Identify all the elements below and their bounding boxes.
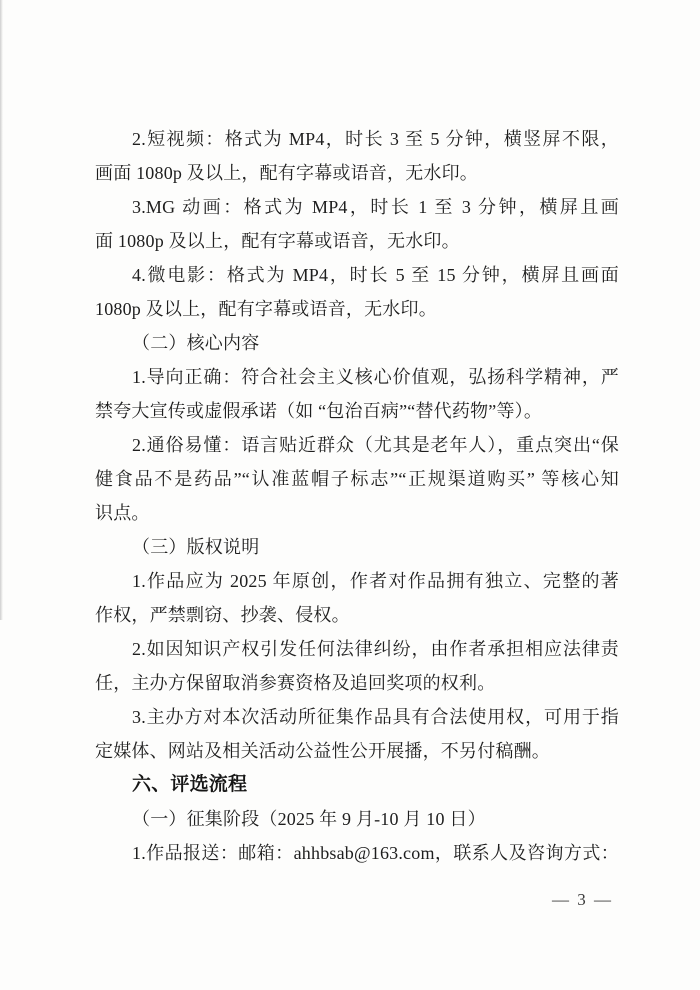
text-line: 任，主办方保留取消参赛资格及追回奖项的权利。	[95, 673, 496, 693]
text-line: 健食品不是药品”“认准蓝帽子标志”“正规渠道购买” 等核心知	[95, 469, 619, 489]
text-line: 1.导向正确：符合社会主义核心价值观，弘扬科学精神，严	[132, 367, 619, 387]
text-line: 面 1080p 及以上，配有字幕或语音，无水印。	[95, 231, 460, 251]
text-line: 作权，严禁剽窃、抄袭、侵权。	[95, 605, 350, 625]
text-line: 2.通俗易懂：语言贴近群众（尤其是老年人），重点突出“保	[132, 435, 619, 455]
text-line: 1080p 及以上，配有字幕或语音，无水印。	[95, 299, 437, 319]
text-line: 2.如因知识产权引发任何法律纠纷，由作者承担相应法律责	[132, 639, 619, 659]
text-line: 画面 1080p 及以上，配有字幕或语音，无水印。	[95, 163, 478, 183]
text-line: 1.作品应为 2025 年原创，作者对作品拥有独立、完整的著	[132, 571, 619, 591]
text-line: 定媒体、网站及相关活动公益性公开展播，不另付稿酬。	[95, 741, 550, 761]
text-line: （二）核心内容	[132, 333, 260, 353]
text-line: （三）版权说明	[132, 537, 260, 557]
document-body	[95, 122, 619, 870]
text-line: 1.作品报送：邮箱：ahhbsab@163.com，联系人及咨询方式：	[132, 843, 619, 863]
text-line: 3.MG 动画：格式为 MP4，时长 1 至 3 分钟，横屏且画	[132, 197, 619, 217]
text-line: （一）征集阶段（2025 年 9 月-10 月 10 日）	[132, 809, 486, 829]
text-line: 4.微电影：格式为 MP4，时长 5 至 15 分钟，横屏且画面	[132, 265, 619, 285]
text-line: 2.短视频：格式为 MP4，时长 3 至 5 分钟，横竖屏不限，	[132, 129, 619, 149]
section-heading: 六、评选流程	[132, 774, 248, 795]
page-number: — 3 —	[552, 890, 613, 909]
text-line: 禁夸大宣传或虚假承诺（如 “包治百病”“替代药物”等）。	[95, 401, 543, 421]
text-line: 识点。	[95, 503, 150, 523]
text-line: 3.主办方对本次活动所征集作品具有合法使用权，可用于指	[132, 707, 619, 727]
scan-edge-artifact	[0, 0, 3, 620]
